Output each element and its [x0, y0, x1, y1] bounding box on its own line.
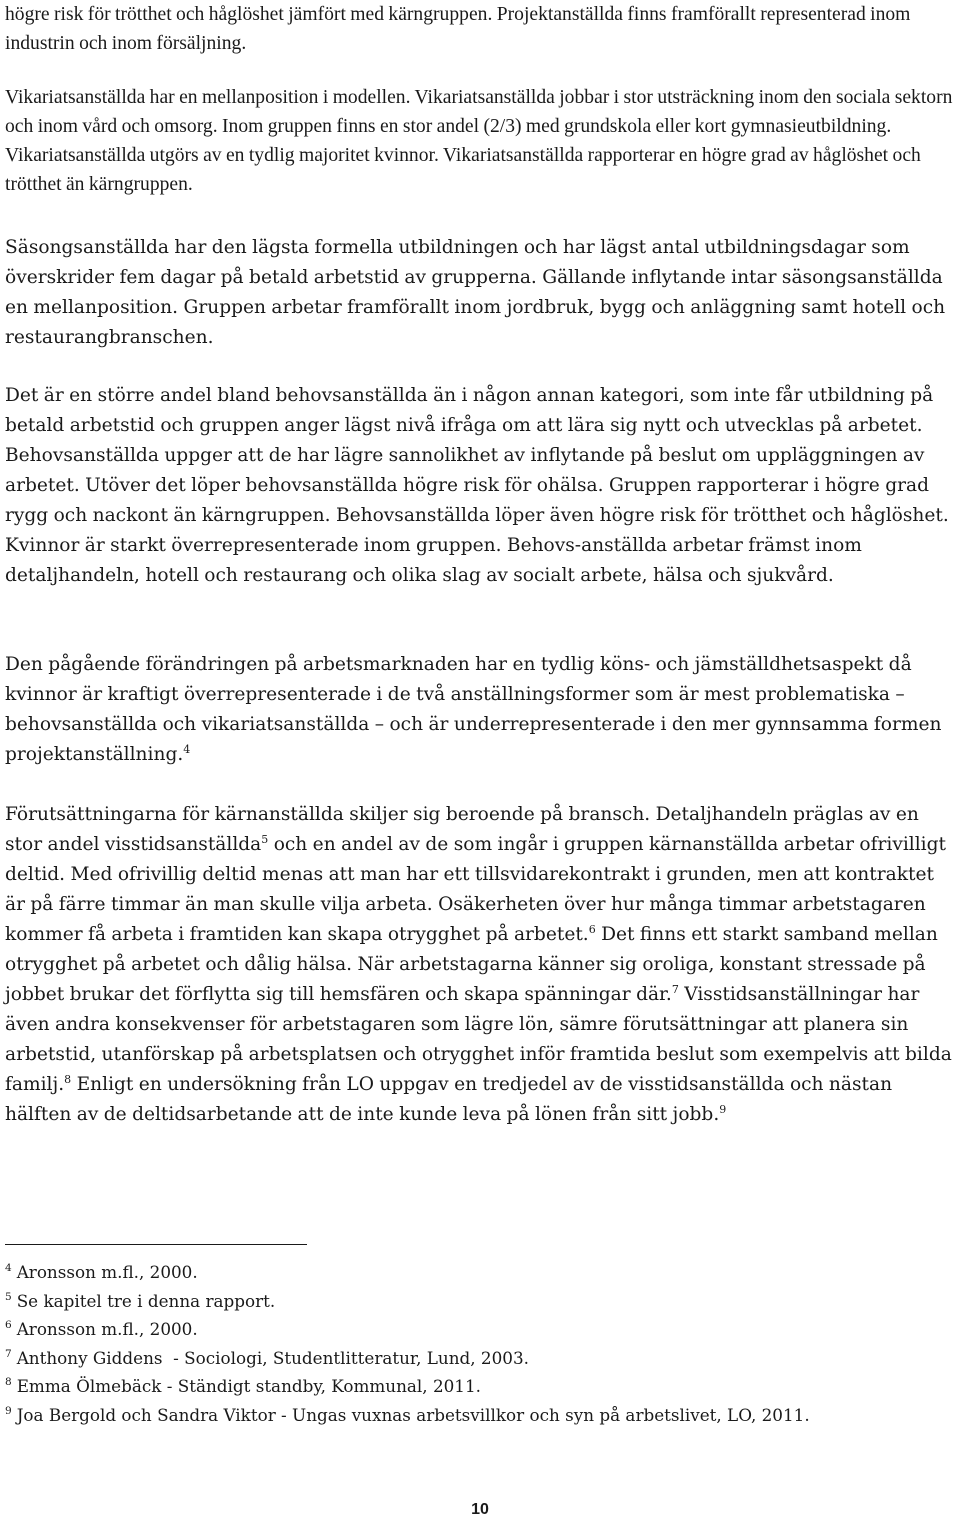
footnote-number: 9: [5, 1404, 12, 1417]
paragraph-text: Visstidsanställningar har även andra konsekvenser för arbetstagaren som lägre lön, sämre förutsättningar att planera sin arbetstid, utanförskap på arbetsplatsen och otrygghet inför framtida beslut som exempelvis att bilda familj.: [5, 984, 952, 1095]
paragraph-text: Förutsättningarna för kärnanställda skiljer sig beroende på bransch. Detaljhandeln präglas av en stor andel visstidsanställda: [5, 804, 919, 855]
footnote-text: Aronsson m.fl., 2000.: [16, 1262, 198, 1282]
footnote-text: Anthony Giddens - Sociologi, Studentlitteratur, Lund, 2003.: [16, 1347, 529, 1368]
paragraph-text: Den pågående förändringen på arbetsmarknaden har en tydlig köns- och jämställdhetsaspekt då kvinnor är kraftigt överrepresenterade i de två anställningsformer som är mest problematiska – behovsanställda och vikariatsanställda – och är underrepresenterade i den mer gynnsamma formen projektanställning.: [5, 654, 942, 765]
footnote-text: Joa Bergold och Sandra Viktor - Ungas vuxnas arbetsvillkor och syn på arbetslivet, LO, 2011.: [16, 1404, 810, 1425]
footnote-number: 7: [5, 1347, 12, 1360]
footnote-reference[interactable]: 7: [671, 982, 679, 996]
paragraph-text: och en andel av de som ingår i gruppen kärnanställda arbetar ofrivilligt deltid. Med ofrivillig deltid menas att man har ett tillsvidarekontrakt i grunden, men att kontraktet är på färre timmar än man skulle vilja arbeta. Osäkerheten över hur många timmar arbetstagaren kommer få arbeta i framtiden kan skapa otrygghet på arbetet.: [5, 834, 947, 945]
footnote-reference[interactable]: 5: [261, 832, 269, 846]
paragraph-projektanstallda: högre risk för trötthet och håglöshet jämfört med kärngruppen. Projektanställda finns framförallt representerad inom industrin och inom försäljning.: [5, 4, 911, 54]
paragraph-behovsanstallda: Det är en större andel bland behovsanställda än i någon annan kategori, som inte får utbildning på betald arbetstid och gruppen anger lägst nivå ifråga om att lära sig nytt och utvecklas på arbetet. Behovsanställda uppger att de har lägre sannolikhet av inflytande på beslut om uppläggningen av arbetet. Utöver det löper behovsanställda högre risk för ohälsa. Gruppen rapporterar i högre grad rygg och nackont än kärngruppen. Behovsanställda löper även högre risk för trötthet och håglöshet. Kvinnor är starkt överrepresenterade inom gruppen. Behovs-anställda arbetar främst inom detaljhandeln, hotell och restaurang och olika slag av socialt arbete, hälsa och sjukvård.: [5, 385, 949, 586]
footnote-item: [5, 1315, 945, 1344]
page-number: 10: [471, 1501, 489, 1518]
footnote-number: 4: [5, 1262, 12, 1275]
paragraph-forandringen: [5, 650, 957, 770]
footnote-reference[interactable]: 8: [64, 1072, 72, 1086]
footnote-text: Emma Ölmebäck - Ständigt standby, Kommunal, 2011.: [16, 1376, 481, 1396]
paragraph-sasongsanstallda: Säsongsanställda har den lägsta formella utbildningen och har lägst antal utbildningsdagar som överskrider fem dagar på betald arbetstid av grupperna. Gällande inflytande intar säsongsanställda en mellanposition. Gruppen arbetar framförallt inom jordbruk, bygg och anläggning samt hotell och restaurangbranschen.: [5, 237, 946, 348]
footnote-number: 8: [5, 1376, 12, 1389]
footnote-item: [5, 1258, 945, 1287]
footnote-item: [5, 1372, 945, 1401]
paragraph-vikariatsanstallda: Vikariatsanställda har en mellanposition i modellen. Vikariatsanställda jobbar i stor utsträckning inom den sociala sektorn och inom vård och omsorg. Inom gruppen finns en stor andel (2/3) med grundskola eller kort gymnasieutbildning. Vikariatsanställda utgörs av en tydlig majoritet kvinnor. Vikariatsanställda rapporterar en högre grad av håglöshet och trötthet än kärngruppen.: [5, 87, 953, 195]
footnote-item: [5, 1401, 945, 1430]
paragraph-text: Det finns ett starkt samband mellan otrygghet på arbetet och dålig hälsa. När arbetstagarna känner sig oroliga, konstant stressade på jobbet brukar det förflytta sig till hemsfären och skapa spänningar där.: [5, 924, 938, 1005]
footnote-text: Aronsson m.fl., 2000.: [16, 1319, 198, 1339]
paragraph-text: Enligt en undersökning från LO uppgav en tredjedel av de visstidsanställda och nästan hälften av de deltidsarbetande att de inte kunde leva på lönen från sitt jobb.: [5, 1074, 893, 1125]
footnote-number: 6: [5, 1319, 12, 1332]
footnote-reference[interactable]: 4: [183, 742, 191, 756]
footnote-item: [5, 1287, 945, 1316]
footnote-number: 5: [5, 1290, 12, 1303]
footnote-text: Se kapitel tre i denna rapport.: [16, 1290, 276, 1311]
footnote-reference[interactable]: 6: [588, 922, 596, 936]
footnote-separator: [5, 1244, 307, 1245]
footnote-reference[interactable]: 9: [719, 1102, 727, 1116]
footnotes: [5, 1258, 945, 1429]
paragraph-karnanstallda: [5, 800, 957, 1130]
footnote-item: [5, 1344, 945, 1373]
